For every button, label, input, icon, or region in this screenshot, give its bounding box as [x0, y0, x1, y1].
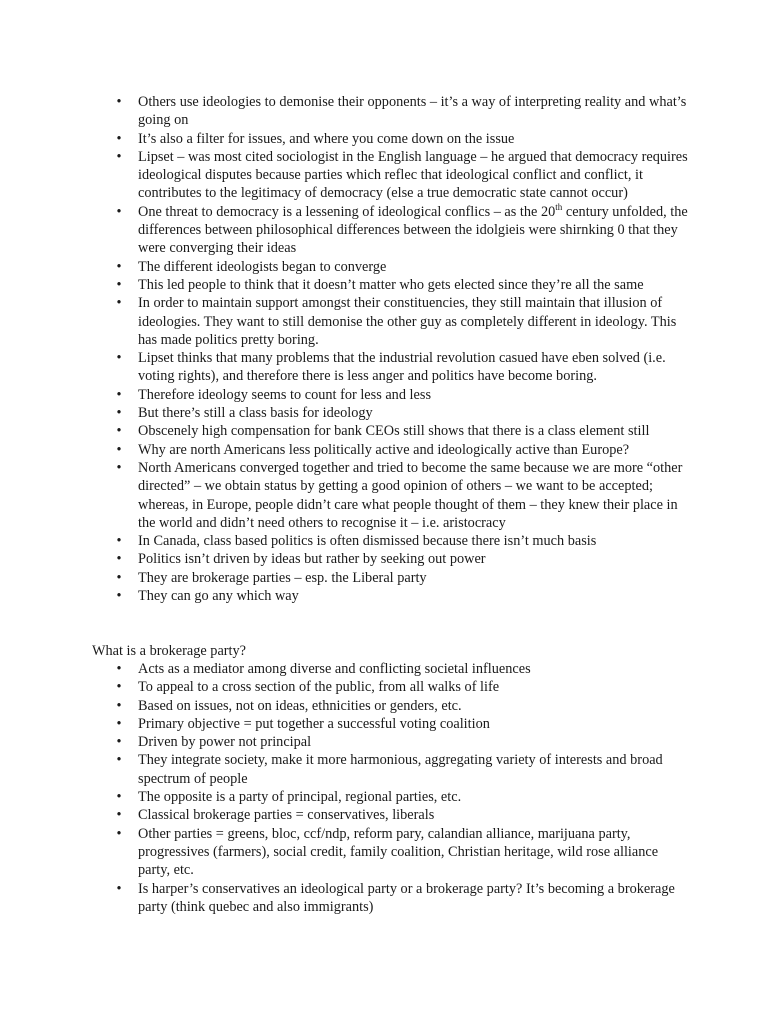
list-item-text: In order to maintain support amongst their constituencies, they still maintain that illusion of ideologies. They want to still demonise the other guy as completely different in ideology. This has made politics pretty boring. — [138, 295, 677, 348]
bullet-icon: • — [116, 386, 122, 403]
list-item — [92, 532, 692, 550]
list-item-text: Other parties = greens, bloc, ccf/ndp, reform pary, calandian alliance, marijuana party, progressives (farmers), social credit, family coalition, Christian heritage, wild rose alliance party, etc. — [138, 825, 659, 879]
bullet-icon: • — [116, 569, 122, 586]
section-heading: What is a brokerage party? — [92, 643, 247, 659]
list-item — [92, 276, 692, 294]
list-item — [92, 751, 692, 788]
bullet-icon: • — [116, 405, 122, 422]
list-item — [92, 148, 692, 203]
notes-list-brokerage — [92, 660, 692, 916]
bullet-icon: • — [116, 807, 122, 824]
list-item — [92, 258, 692, 276]
list-item-text — [138, 204, 688, 257]
bullet-icon: • — [116, 258, 122, 275]
list-item — [92, 422, 692, 440]
list-item-text: This led people to think that it doesn’t matter who gets elected since they’re all the same — [138, 276, 644, 293]
bullet-icon: • — [116, 295, 122, 312]
list-item — [92, 697, 692, 715]
bullet-icon: • — [116, 441, 122, 458]
bullet-icon: • — [116, 752, 122, 769]
list-item — [92, 660, 692, 678]
notes-list-ideology — [92, 93, 692, 605]
list-item-text: Based on issues, not on ideas, ethnicities or genders, etc. — [138, 697, 462, 714]
list-item — [92, 349, 692, 386]
list-item — [92, 404, 692, 422]
list-item — [92, 806, 692, 824]
list-item — [92, 203, 692, 258]
bullet-icon: • — [116, 880, 122, 897]
list-item — [92, 587, 692, 605]
bullet-icon: • — [116, 679, 122, 696]
bullet-icon: • — [116, 203, 122, 220]
list-item — [92, 93, 692, 130]
list-item-text: Obscenely high compensation for bank CEOs still shows that there is a class element still — [138, 423, 650, 440]
list-item — [92, 550, 692, 568]
list-item-text: Politics isn’t driven by ideas but rather by seeking out power — [138, 551, 486, 568]
list-item-text-part: One threat to democracy is a lessening of ideological conflics – as the 20 — [138, 203, 556, 220]
list-item-text: Driven by power not principal — [138, 734, 312, 751]
bullet-icon: • — [116, 588, 122, 605]
list-item-text: It’s also a filter for issues, and where you come down on the issue — [138, 130, 515, 147]
list-item-text: They integrate society, make it more harmonious, aggregating variety of interests and broad spectrum of people — [138, 752, 663, 787]
list-item — [92, 880, 692, 917]
list-item-text: Lipset – was most cited sociologist in the English language – he argued that democracy requires ideological disputes because parties which reflec that ideological conflict and conflict, it contributes to the legitimacy of democracy (else a true democratic state cannot occur) — [138, 148, 688, 202]
list-item-text: To appeal to a cross section of the public, from all walks of life — [138, 679, 500, 696]
list-item — [92, 386, 692, 404]
list-item — [92, 788, 692, 806]
bullet-icon: • — [116, 734, 122, 751]
list-item — [92, 678, 692, 696]
bullet-icon: • — [116, 148, 122, 165]
list-item-text: Why are north Americans less politically active and ideologically active than Europe? — [138, 441, 630, 458]
list-item-text: In Canada, class based politics is often dismissed because there isn’t much basis — [138, 533, 597, 550]
list-item-text: The opposite is a party of principal, regional parties, etc. — [138, 789, 462, 806]
list-item-text: Lipset thinks that many problems that the industrial revolution casued have eben solved (i.e. voting rights), and therefore there is less anger and politics have become boring. — [138, 350, 666, 385]
list-item — [92, 715, 692, 733]
bullet-icon: • — [116, 825, 122, 842]
list-item-text: They are brokerage parties – esp. the Liberal party — [138, 569, 427, 586]
bullet-icon: • — [116, 130, 122, 147]
list-item-text: They can go any which way — [138, 588, 299, 605]
list-item-text: But there’s still a class basis for ideology — [138, 405, 373, 422]
bullet-icon: • — [116, 459, 122, 476]
list-item — [92, 733, 692, 751]
list-item-text-part: century unfolded, the differences between philosophical differences between the idolgieis were shirnking 0 that they were converging their ideas — [138, 203, 688, 257]
ordinal-superscript: th — [555, 202, 563, 213]
bullet-icon: • — [116, 697, 122, 714]
bullet-icon: • — [116, 715, 122, 732]
list-item — [92, 441, 692, 459]
bullet-icon: • — [116, 94, 122, 110]
bullet-icon: • — [116, 423, 122, 440]
bullet-icon: • — [116, 350, 122, 367]
bullet-icon: • — [116, 789, 122, 806]
list-item-text: Is harper’s conservatives an ideological party or a brokerage party? It’s becoming a brokerage party (think quebec and also immigrants) — [138, 880, 675, 915]
list-item-text: Therefore ideology seems to count for less and less — [138, 386, 432, 403]
list-item-text: Classical brokerage parties = conservatives, liberals — [138, 807, 435, 824]
list-item-text: Others use ideologies to demonise their opponents – it’s a way of interpreting reality and what’s going on — [138, 94, 687, 129]
list-item — [92, 459, 692, 532]
list-item-text: The different ideologists began to converge — [138, 258, 387, 275]
bullet-icon: • — [116, 276, 122, 293]
list-item-text: Acts as a mediator among diverse and conflicting societal influences — [138, 661, 531, 677]
list-item — [92, 569, 692, 587]
list-item — [92, 130, 692, 148]
bullet-icon: • — [116, 533, 122, 550]
bullet-icon: • — [116, 551, 122, 568]
list-item — [92, 294, 692, 349]
list-item-text: North Americans converged together and tried to become the same because we are more “other directed” – we obtain status by getting a good opinion of others – we want to be accepted; whereas, in Europe, people didn’t care what people thought of them – they knew their place in the world and didn’t need others to recognise it – i.e. aristocracy — [138, 459, 683, 531]
list-item — [92, 825, 692, 880]
list-item-text: Primary objective = put together a successful voting coalition — [138, 715, 490, 732]
bullet-icon: • — [116, 661, 122, 677]
